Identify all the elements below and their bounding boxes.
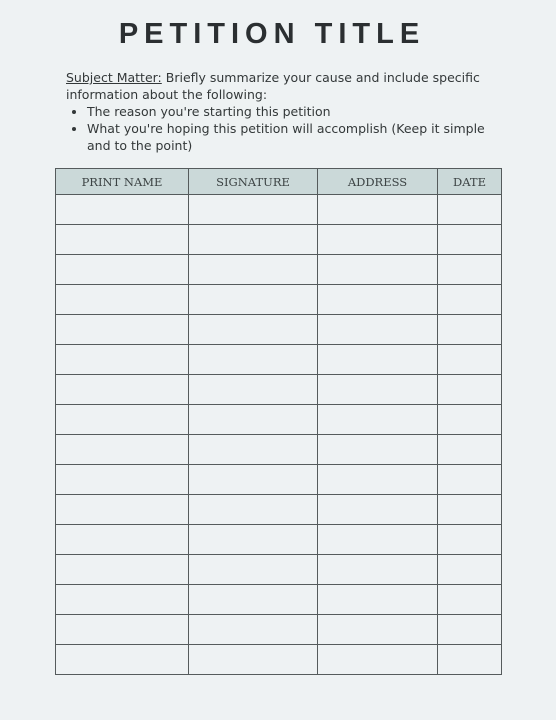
date-cell (438, 525, 502, 555)
address-cell (318, 525, 438, 555)
print-name-cell (56, 495, 189, 525)
instruction-list (66, 103, 506, 154)
header-date: DATE (438, 169, 502, 195)
table-row (56, 345, 502, 375)
address-cell (318, 285, 438, 315)
signature-cell (189, 555, 318, 585)
print-name-cell (56, 225, 189, 255)
print-name-cell (56, 555, 189, 585)
date-cell (438, 585, 502, 615)
address-cell (318, 645, 438, 675)
header-address: ADDRESS (318, 169, 438, 195)
date-cell (438, 255, 502, 285)
signature-cell (189, 255, 318, 285)
table-row (56, 645, 502, 675)
signature-cell (189, 615, 318, 645)
signature-cell (189, 345, 318, 375)
date-cell (438, 465, 502, 495)
print-name-cell (56, 195, 189, 225)
table-header-row (56, 169, 502, 195)
signature-cell (189, 195, 318, 225)
subject-description: Briefly summarize your cause and include specific information about the following: (66, 70, 480, 102)
print-name-cell (56, 255, 189, 285)
print-name-cell (56, 345, 189, 375)
address-cell (318, 345, 438, 375)
table-row (56, 405, 502, 435)
signature-cell (189, 525, 318, 555)
print-name-cell (56, 525, 189, 555)
print-name-cell (56, 615, 189, 645)
signature-cell (189, 585, 318, 615)
table-row (56, 195, 502, 225)
table-row (56, 615, 502, 645)
petition-title: PETITION TITLE (118, 18, 426, 50)
table-row (56, 315, 502, 345)
signature-table (55, 168, 502, 675)
date-cell (438, 405, 502, 435)
table-row (56, 555, 502, 585)
signature-cell (189, 405, 318, 435)
date-cell (438, 645, 502, 675)
date-cell (438, 285, 502, 315)
address-cell (318, 195, 438, 225)
table-row (56, 465, 502, 495)
table-row (56, 495, 502, 525)
address-cell (318, 255, 438, 285)
address-cell (318, 465, 438, 495)
intro-text (66, 69, 506, 154)
print-name-cell (56, 315, 189, 345)
table-row (56, 225, 502, 255)
signature-cell (189, 465, 318, 495)
instruction-item: • What you're hoping this petition will accomplish (Keep it simple and to the point) (87, 120, 506, 154)
instruction-item: • The reason you're starting this petition (87, 103, 506, 120)
signature-cell (189, 375, 318, 405)
date-cell (438, 435, 502, 465)
date-cell (438, 555, 502, 585)
print-name-cell (56, 375, 189, 405)
subject-label: Subject Matter: (66, 70, 162, 85)
address-cell (318, 495, 438, 525)
address-cell (318, 375, 438, 405)
table-row (56, 375, 502, 405)
table-row (56, 285, 502, 315)
table-row (56, 435, 502, 465)
print-name-cell (56, 585, 189, 615)
header-signature: SIGNATURE (189, 169, 318, 195)
date-cell (438, 615, 502, 645)
table-body (56, 195, 502, 675)
print-name-cell (56, 465, 189, 495)
signature-cell (189, 495, 318, 525)
print-name-cell (56, 435, 189, 465)
print-name-cell (56, 405, 189, 435)
signature-cell (189, 435, 318, 465)
address-cell (318, 405, 438, 435)
date-cell (438, 315, 502, 345)
address-cell (318, 315, 438, 345)
table-row (56, 585, 502, 615)
signature-cell (189, 645, 318, 675)
signature-cell (189, 285, 318, 315)
date-cell (438, 495, 502, 525)
address-cell (318, 585, 438, 615)
header-print-name: PRINT NAME (56, 169, 189, 195)
print-name-cell (56, 285, 189, 315)
date-cell (438, 225, 502, 255)
date-cell (438, 375, 502, 405)
address-cell (318, 615, 438, 645)
table-row (56, 255, 502, 285)
date-cell (438, 195, 502, 225)
date-cell (438, 345, 502, 375)
subject-paragraph (66, 69, 506, 103)
address-cell (318, 555, 438, 585)
print-name-cell (56, 645, 189, 675)
address-cell (318, 225, 438, 255)
signature-cell (189, 225, 318, 255)
signature-cell (189, 315, 318, 345)
table-row (56, 525, 502, 555)
address-cell (318, 435, 438, 465)
